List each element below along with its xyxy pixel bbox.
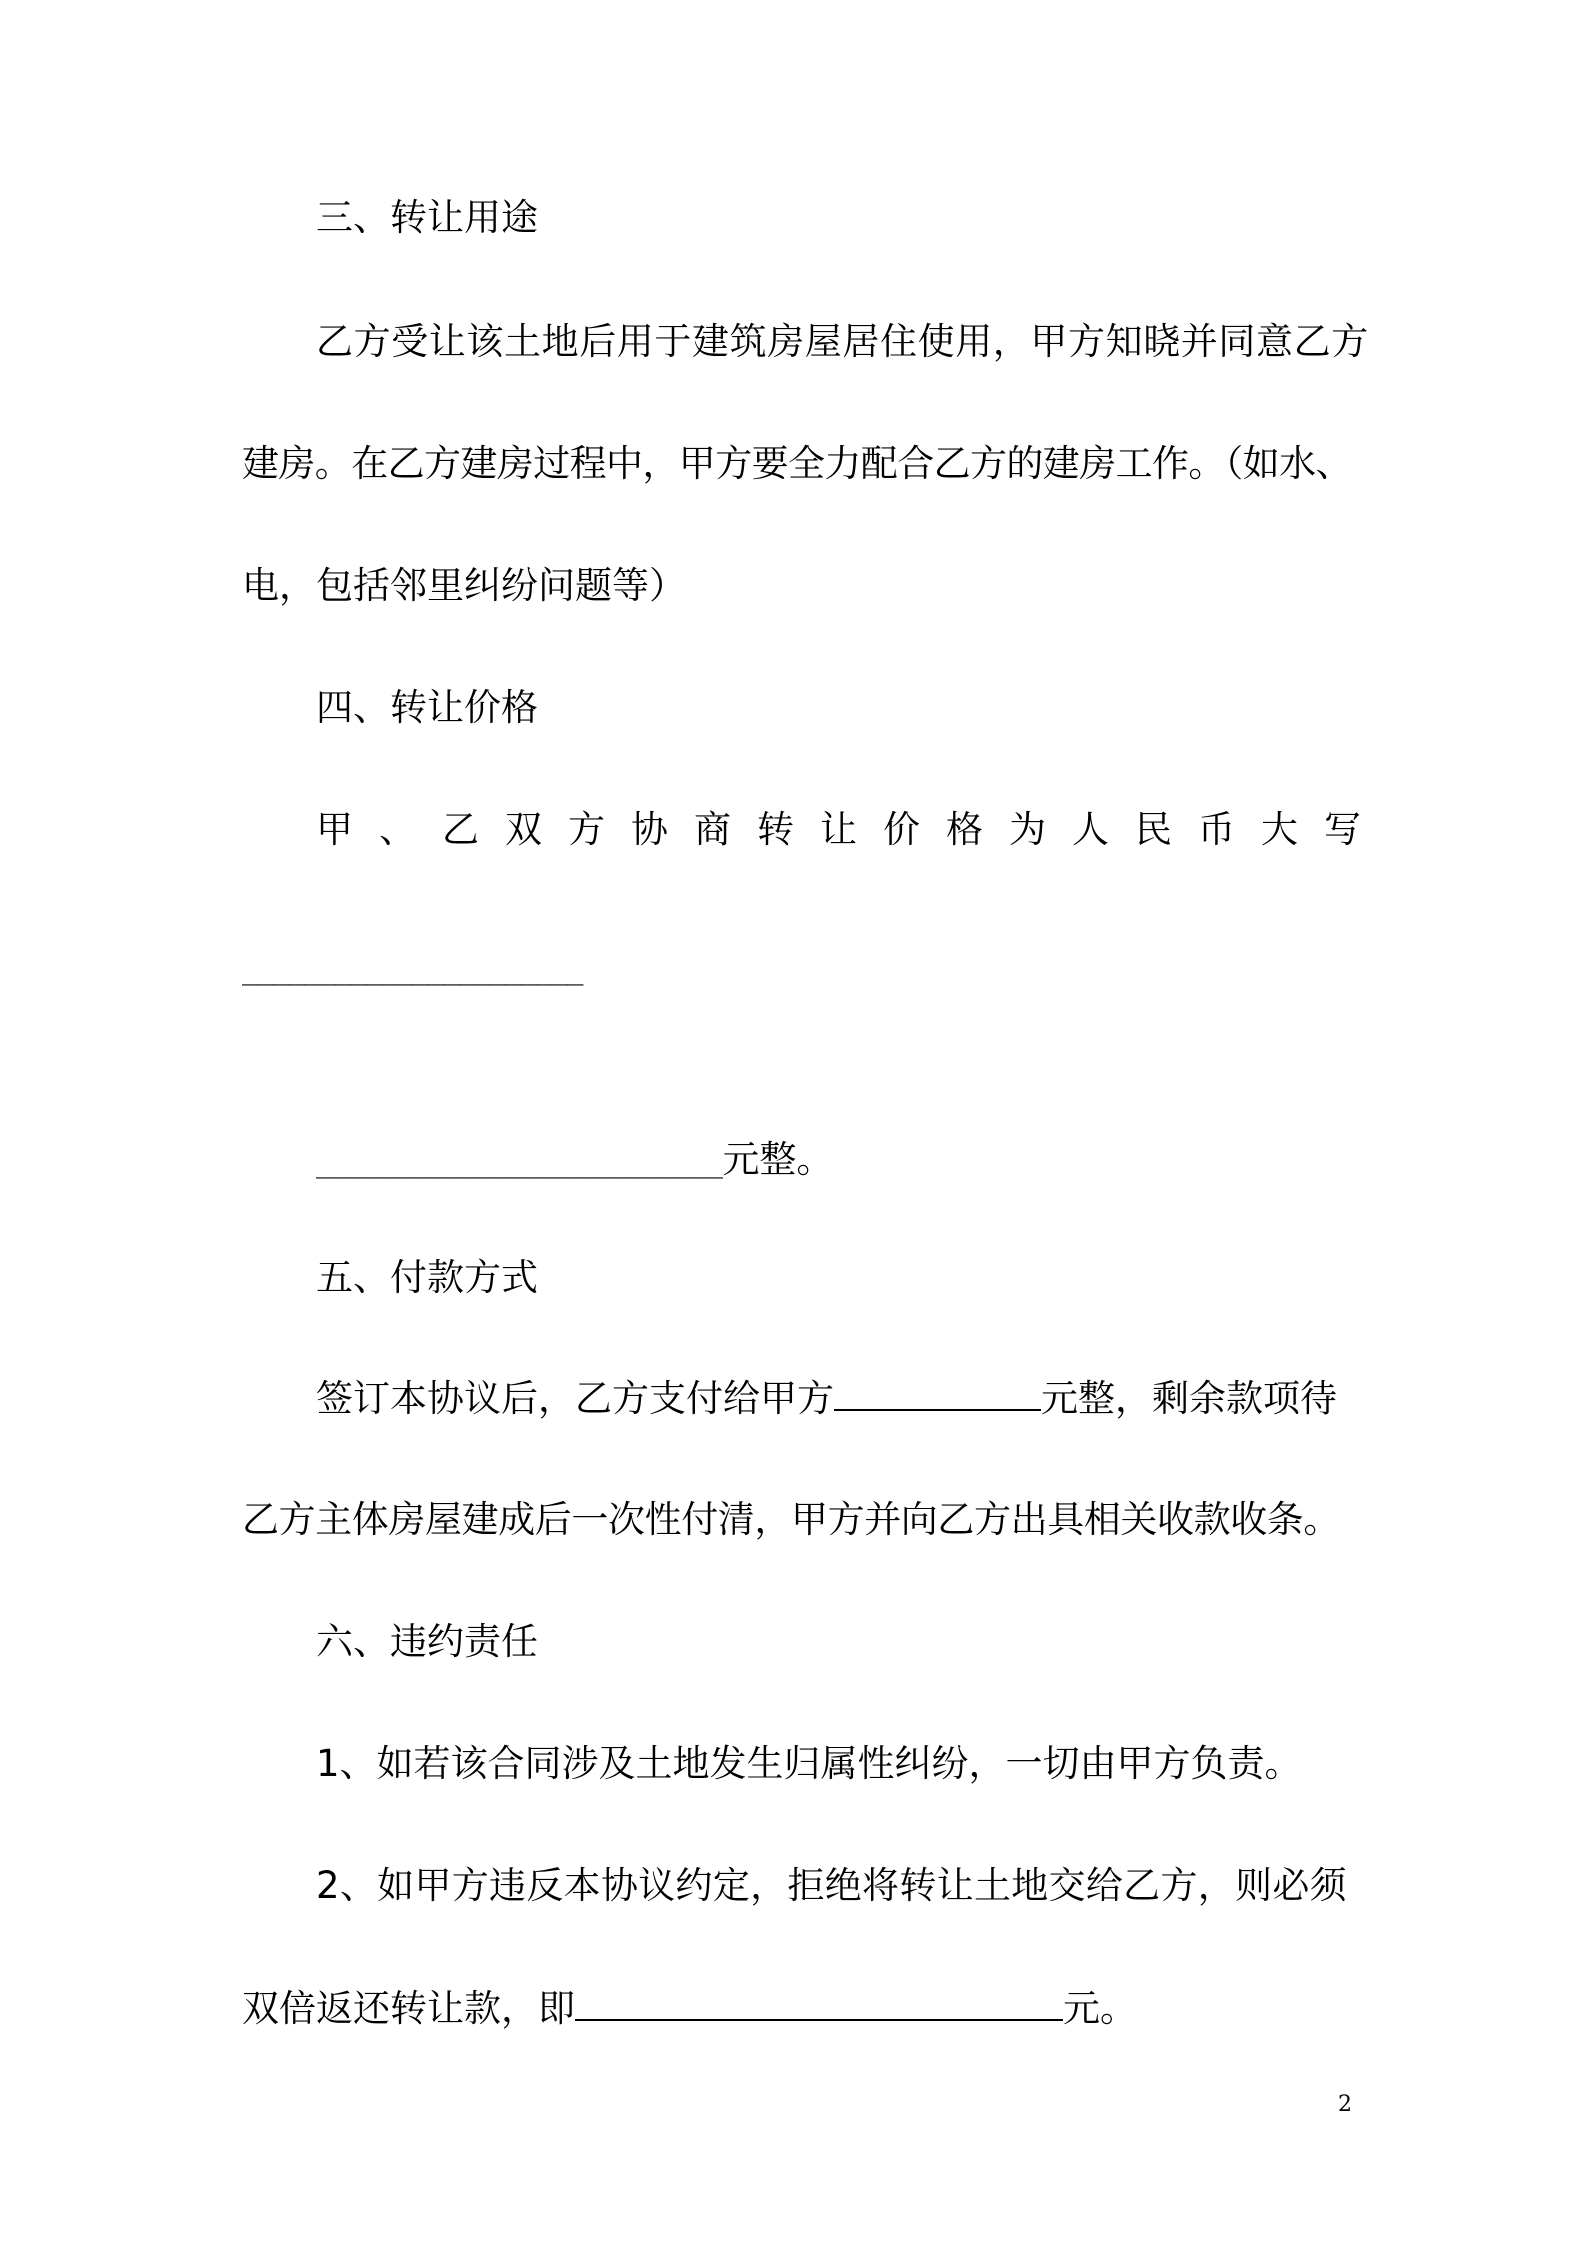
section-4-price-tail: 元整。 [722, 1138, 834, 1181]
section-3-paragraph-line-2: 建房。在乙方建房过程中，甲方要全力配合乙方的建房工作。（如水、 [242, 442, 1352, 485]
section-4-price-blank-2: _________________________ [316, 1146, 723, 1179]
section-4-price-blank-1: ______________________ [242, 953, 583, 986]
section-4-paragraph-line-1: 甲、乙双方协商转让价格为人民币大写 [316, 808, 1387, 851]
section-6-item-2-line-2 [242, 1983, 1137, 2034]
section-5-text-b: 元整，剩余款项待 [1041, 1377, 1337, 1420]
section-6-amount-blank [575, 1983, 1063, 2021]
section-5-amount-blank [834, 1373, 1041, 1411]
section-5-heading: 五、付款方式 [316, 1256, 538, 1299]
section-3-paragraph-line-3: 电，包括邻里纠纷问题等） [242, 564, 686, 607]
section-5-paragraph-line-2: 乙方主体房屋建成后一次性付清，甲方并向乙方出具相关收款收条。 [242, 1498, 1340, 1541]
section-4-heading: 四、转让价格 [316, 686, 538, 729]
page-number: 2 [1338, 2092, 1352, 2117]
section-6-heading: 六、违约责任 [316, 1620, 538, 1663]
section-6-item-1: 1、如若该合同涉及土地发生归属性纠纷，一切由甲方负责。 [316, 1742, 1302, 1785]
section-6-item-2-line-1: 2、如甲方违反本协议约定，拒绝将转让土地交给乙方，则必须 [316, 1864, 1347, 1907]
section-3-heading: 三、转让用途 [316, 196, 538, 239]
section-6-text-b: 元。 [1063, 1987, 1137, 2030]
section-3-paragraph-line-1: 乙方受让该土地后用于建筑房屋居住使用，甲方知晓并同意乙方 [316, 320, 1369, 363]
section-5-paragraph-line-1 [316, 1373, 1337, 1424]
section-4-price-line-2 [316, 1135, 833, 1188]
section-5-text-a: 签订本协议后，乙方支付给甲方 [316, 1377, 834, 1420]
section-6-text-a: 双倍返还转让款，即 [242, 1987, 575, 2030]
